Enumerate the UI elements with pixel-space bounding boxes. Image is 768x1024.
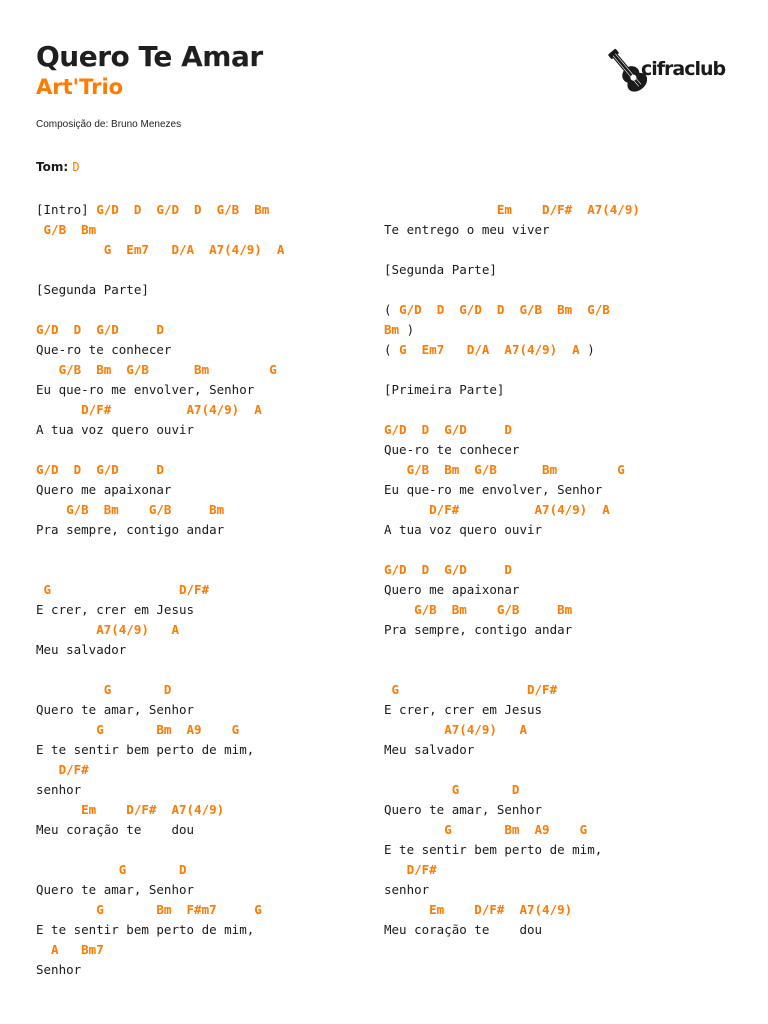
chord-text[interactable]: Bm [384,322,400,337]
chord-line[interactable] [384,300,640,320]
lyric-line: Eu que-ro me envolver, Senhor [36,382,255,397]
blank-line [36,540,284,560]
lyric-line: Pra sempre, contigo andar [384,622,573,637]
lyric-line: E te sentir bem perto de mim, [384,842,603,857]
lyric-line: Meu coração te dou [384,922,543,937]
lyric-line: Meu coração te dou [36,822,195,837]
lyric-line: senhor [36,782,82,797]
chord-line[interactable] [36,200,284,220]
chord-line[interactable]: G/B Bm G/B Bm G [36,362,277,377]
lyric-line: Te entrego o meu viver [384,222,550,237]
blank-line [36,840,284,860]
chord-line[interactable]: G/B Bm [36,222,97,237]
blank-line [36,300,284,320]
chord-line[interactable]: G/D D G/D D [36,322,164,337]
chord-line[interactable]: G D [36,862,187,877]
section-suffix: ) [579,342,595,357]
tom-key[interactable]: D [72,160,80,174]
lyric-line: A tua voz quero ouvir [384,522,543,537]
lyric-line: Quero te amar, Senhor [36,702,195,717]
chord-text[interactable]: G Em7 D/A A7(4/9) A [399,342,580,357]
lyrics-column-left [36,200,284,980]
blank-line [36,440,284,460]
blank-line [36,660,284,680]
lyric-line: E te sentir bem perto de mim, [36,922,255,937]
tom-label: Tom: [36,160,69,174]
logo-text: cifraclub [641,58,726,80]
cifraclub-logo[interactable] [607,46,726,94]
chord-line[interactable]: G/D D G/D D [36,462,164,477]
song-key [36,159,80,175]
blank-line [384,660,640,680]
lyric-line: Quero te amar, Senhor [36,882,195,897]
section-label: ( [384,342,400,357]
lyric-line: E te sentir bem perto de mim, [36,742,255,757]
blank-line [36,560,284,580]
composer-credit: Composição de: Bruno Menezes [36,119,182,130]
chord-text[interactable]: G/D D G/D D G/B Bm G/B [399,302,610,317]
blank-line [384,760,640,780]
lyric-line: [Segunda Parte] [36,282,149,297]
chord-line[interactable]: G/B Bm G/B Bm G [384,462,625,477]
chord-line[interactable]: D/F# [384,862,437,877]
chord-line[interactable] [384,320,640,340]
lyric-line: A tua voz quero ouvir [36,422,195,437]
lyric-line: [Segunda Parte] [384,262,497,277]
chord-line[interactable]: Em D/F# A7(4/9) [36,802,225,817]
lyric-line: senhor [384,882,430,897]
lyric-line: [Primeira Parte] [384,382,505,397]
lyric-line: E crer, crer em Jesus [384,702,543,717]
lyric-line: Quero te amar, Senhor [384,802,543,817]
blank-line [384,280,640,300]
chord-line[interactable]: G/B Bm G/B Bm [36,502,225,517]
lyric-line: Senhor [36,962,82,977]
blank-line [384,360,640,380]
artist-name[interactable]: Art'Trio [36,75,124,99]
section-suffix: ) [399,322,415,337]
chord-line[interactable]: G/B Bm G/B Bm [384,602,573,617]
chord-line[interactable]: D/F# A7(4/9) A [384,502,610,517]
chord-line[interactable]: G D [36,682,172,697]
chord-line[interactable]: A7(4/9) A [36,622,179,637]
lyric-line: Eu que-ro me envolver, Senhor [384,482,603,497]
lyric-line: E crer, crer em Jesus [36,602,195,617]
chord-line[interactable]: A Bm7 [36,942,104,957]
chord-line[interactable]: G Bm A9 G [384,822,588,837]
blank-line [384,540,640,560]
chord-line[interactable]: G/D D G/D D [384,422,512,437]
blank-line [384,400,640,420]
blank-line [36,260,284,280]
chord-line[interactable]: D/F# A7(4/9) A [36,402,262,417]
chord-line[interactable]: A7(4/9) A [384,722,527,737]
song-title: Quero Te Amar [36,40,263,73]
chord-line[interactable] [384,340,640,360]
lyric-line: Quero me apaixonar [36,482,172,497]
chord-line[interactable]: Em D/F# A7(4/9) [384,202,640,217]
lyrics-column-right [384,200,640,940]
lyric-line: Pra sempre, contigo andar [36,522,225,537]
chord-line[interactable]: G D/F# [384,682,558,697]
chord-line[interactable]: G Bm A9 G [36,722,240,737]
chord-line[interactable]: G Em7 D/A A7(4/9) A [36,242,285,257]
lyric-line: Meu salvador [384,742,475,757]
chord-text[interactable]: G/D D G/D D G/B Bm [96,202,270,217]
section-label: ( [384,302,400,317]
blank-line [384,240,640,260]
chord-line[interactable]: G/D D G/D D [384,562,512,577]
lyric-line: Que-ro te conhecer [384,442,520,457]
chord-line[interactable]: G D/F# [36,582,210,597]
chord-line[interactable]: D/F# [36,762,89,777]
chord-line[interactable]: Em D/F# A7(4/9) [384,902,573,917]
blank-line [384,640,640,660]
section-label: [Intro] [36,202,97,217]
chord-line[interactable]: G D [384,782,520,797]
lyric-line: Que-ro te conhecer [36,342,172,357]
chord-line[interactable]: G Bm F#m7 G [36,902,262,917]
lyric-line: Meu salvador [36,642,127,657]
lyric-line: Quero me apaixonar [384,582,520,597]
